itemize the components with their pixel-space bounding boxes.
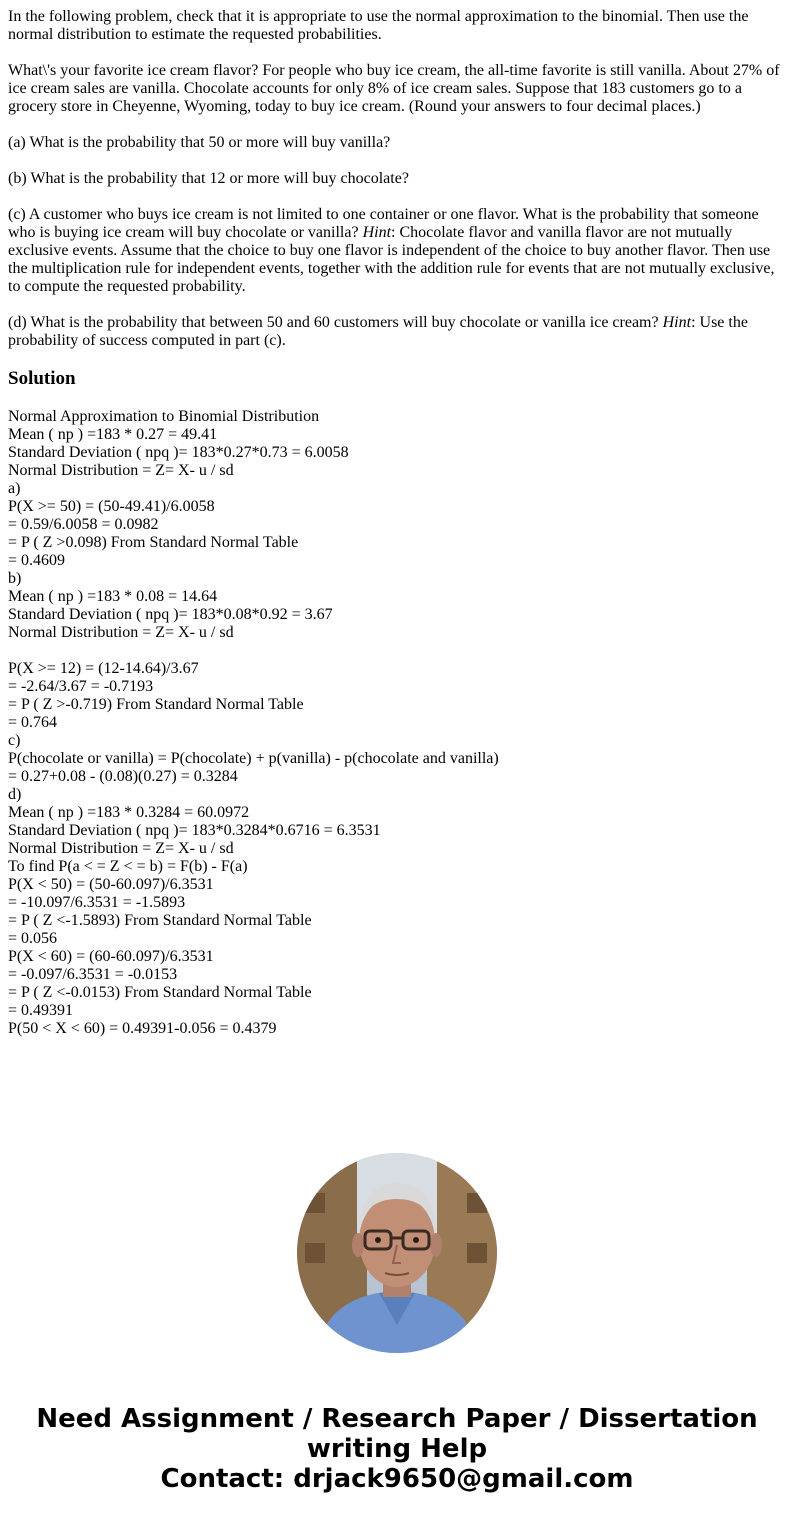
problem-scenario: What\'s your favorite ice cream flavor? For people who buy ice cream, the all-time favorite is still vanilla. About 27% of ice cream sales are vanilla. Chocolate accounts for only 8% of ice cream sales. Suppose that 183 customers go to a grocery store in Cheyenne, Wyoming, today to buy ice cream. (Round your answers to four decimal places.) (8, 62, 780, 115)
solution-line: Normal Distribution = Z= X- u / sd (8, 462, 234, 479)
solution-line: Mean ( np ) =183 * 0.27 = 49.41 (8, 426, 218, 443)
solution-line: Normal Approximation to Binomial Distribution (8, 408, 320, 425)
solution-line: = P ( Z >0.098) From Standard Normal Table (8, 534, 299, 551)
solution-line: P(X < 50) = (50-60.097)/6.3531 (8, 876, 214, 893)
footer-contact-email: Contact: drjack9650@gmail.com (160, 1464, 634, 1494)
document-body (8, 8, 786, 1038)
solution-body (8, 408, 786, 1038)
solution-line: a) (8, 480, 21, 497)
solution-line: Standard Deviation ( npq )= 183*0.08*0.92 = 3.67 (8, 606, 333, 623)
solution-line: P(X >= 12) = (12-14.64)/3.67 (8, 660, 199, 677)
contact-footer (0, 1404, 794, 1494)
question-c-text: (c) A customer who buys ice cream is not limited to one container or one flavor. What is the probability that someone who is buying ice cream will buy chocolate or vanilla? (8, 206, 759, 241)
solution-line: P(50 < X < 60) = 0.49391-0.056 = 0.4379 (8, 1020, 277, 1037)
solution-line: P(X >= 50) = (50-49.41)/6.0058 (8, 498, 215, 515)
question-c-hint-text: : Chocolate flavor and vanilla flavor are not mutually exclusive events. Assume that the choice to buy one flavor is independent of the choice to buy another flavor. Then use the multiplication rule for independent events, together with the addition rule for events that are not mutually exclusive, to compute the requested probability. (8, 224, 775, 295)
solution-line: To find P(a < = Z < = b) = F(b) - F(a) (8, 858, 248, 875)
solution-line: = P ( Z <-0.0153) From Standard Normal Table (8, 984, 312, 1001)
solution-line: = 0.056 (8, 930, 58, 947)
problem-intro: In the following problem, check that it is appropriate to use the normal approximation to the binomial. Then use the normal distribution to estimate the requested probabilities. (8, 8, 749, 43)
solution-line: Normal Distribution = Z= X- u / sd (8, 840, 234, 857)
solution-line: = -2.64/3.67 = -0.7193 (8, 678, 154, 695)
question-d-hint-text: : Use the probability of success computed in part (c). (8, 314, 748, 349)
author-avatar (297, 1153, 497, 1353)
solution-line: Mean ( np ) =183 * 0.08 = 14.64 (8, 588, 218, 605)
question-d-hint-label: Hint (662, 314, 692, 331)
solution-line: = P ( Z >-0.719) From Standard Normal Table (8, 696, 304, 713)
solution-line: Standard Deviation ( npq )= 183*0.27*0.73 = 6.0058 (8, 444, 349, 461)
solution-line (8, 642, 786, 660)
solution-line: = 0.49391 (8, 1002, 74, 1019)
footer-line-1: Need Assignment / Research Paper / Dissertation (36, 1404, 758, 1434)
question-b: (b) What is the probability that 12 or more will buy chocolate? (8, 170, 409, 187)
solution-line: Normal Distribution = Z= X- u / sd (8, 624, 234, 641)
solution-line: = 0.59/6.0058 = 0.0982 (8, 516, 159, 533)
solution-line: Mean ( np ) =183 * 0.3284 = 60.0972 (8, 804, 250, 821)
solution-line: = -10.097/6.3531 = -1.5893 (8, 894, 186, 911)
footer-line-2: writing Help (306, 1434, 488, 1464)
author-portrait (297, 1153, 497, 1353)
solution-line: d) (8, 786, 22, 803)
question-d (8, 314, 786, 350)
solution-line: b) (8, 570, 22, 587)
solution-line: Standard Deviation ( npq )= 183*0.3284*0.6716 = 6.3531 (8, 822, 381, 839)
question-a: (a) What is the probability that 50 or more will buy vanilla? (8, 134, 391, 151)
solution-line: = 0.764 (8, 714, 58, 731)
solution-line: = 0.4609 (8, 552, 66, 569)
solution-line: P(X < 60) = (60-60.097)/6.3531 (8, 948, 214, 965)
solution-heading: Solution (8, 368, 76, 389)
question-c-hint-label: Hint (362, 224, 392, 241)
solution-line: = P ( Z <-1.5893) From Standard Normal Table (8, 912, 312, 929)
question-c (8, 206, 786, 296)
solution-line: = 0.27+0.08 - (0.08)(0.27) = 0.3284 (8, 768, 238, 785)
solution-line: P(chocolate or vanilla) = P(chocolate) + p(vanilla) - p(chocolate and vanilla) (8, 750, 499, 767)
question-d-text: (d) What is the probability that between 50 and 60 customers will buy chocolate or vanilla ice cream? (8, 314, 663, 331)
solution-line: = -0.097/6.3531 = -0.0153 (8, 966, 178, 983)
solution-line: c) (8, 732, 21, 749)
